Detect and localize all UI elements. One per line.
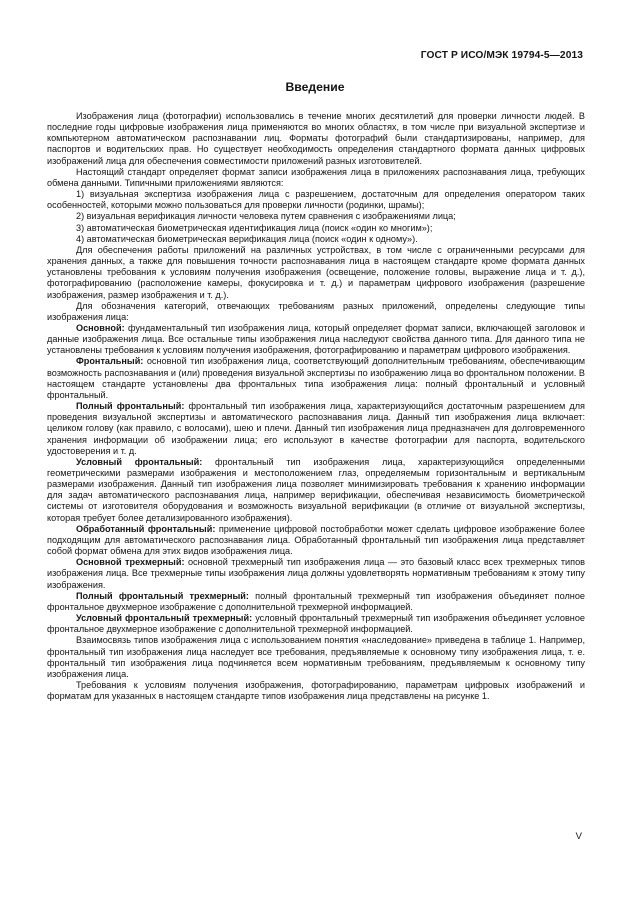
document-body [47,111,585,702]
definition-post-frontal [47,524,585,557]
definition-text: условный фронтальный трехмерный тип изображения объединяет условное фронтальное двухмерное изображение с дополнительной трехмерной информацией. [47,613,585,635]
section-title: Введение [285,80,345,94]
paragraph: Настоящий стандарт определяет формат записи изображения лица в приложениях распознавания лица, требующих обмена данными. Типичными приложениями являются: [47,166,585,188]
list-item: 2) визуальная верификация личности человека путем сравнения с изображениями лица; [76,211,456,222]
definition-term: Основной трехмерный: [76,557,185,568]
definition-term: Основной: [76,322,125,333]
definition-frontal [47,356,585,401]
definition-text: основной тип изображения лица, соответствующий дополнительным требованиям, обеспечивающим возможность распознавания и (или) проведения визуальной экспертизы по изображению лица во фронтальном положении. В настоящем стандарте установлены два фронтальных типа изображения лица: полный фронтальный и условный фронтальный. [47,356,585,400]
definition-term: Условный фронтальный трехмерный: [76,613,253,624]
paragraph: Взаимосвязь типов изображения лица с использованием понятия «наследование» приведена в таблице 1. Например, фронтальный тип изображения лица наследует все требования, предъявляемые к основному типу изображения лица, т. е. фронтальный тип изображения лица подчиняется всем нормативным требованиям, предъявляемым к основному типу изображения лица. [47,635,585,679]
definition-token-frontal [47,457,585,524]
definition-full-3d [47,591,585,613]
definition-token-3d [47,613,585,635]
paragraph: Изображения лица (фотографии) использовались в течение многих десятилетий для проверки личности людей. В последние годы цифровые изображения лица применяются во многих областях, в том числе при визуальной экспертизе и компьютерном автоматическом распознавании лиц. Форматы фотографий были стандартизированы, например, для паспортов и водительских прав. Но существует необходимость определения стандартного формата данных цифровых изображений лица для обеспечения совместимости приложений разных изготовителей. [47,111,585,166]
definition-term: Полный фронтальный: [76,401,185,412]
definition-basic-3d [47,557,585,590]
definition-full-frontal [47,401,585,457]
list-item: 4) автоматическая биометрическая верификация лица (поиск «один к одному»). [76,233,418,244]
definition-term: Фронтальный: [76,356,144,367]
page-number: V [575,831,582,842]
definition-text: фронтальный тип изображения лица, характеризующийся определенными геометрическими размерами изображения и местоположением глаз, определяемым горизонтальным и вертикальным размерами изображения. Данный тип изображения лица позволяет минимизировать требования к хранению информации для задач автоматического распознавания лица, например верификации, обеспечивая независимость биометрической системы от изготовителя оборудования и возможность визуальной верификации (в отличие от визуальной экспертизы, которая требует более детализированного изображения). [47,456,585,523]
document-code: ГОСТ Р ИСО/МЭК 19794-5—2013 [420,50,583,61]
definition-term: Условный фронтальный: [76,456,203,467]
definition-text: полный фронтальный трехмерный тип изображения объединяет полное фронтальное двухмерное изображение с дополнительной трехмерной информацией. [47,590,585,612]
definition-term: Обработанный фронтальный: [76,523,216,534]
paragraph: Для обеспечения работы приложений на различных устройствах, в том числе с ограниченными ресурсами для хранения данных, а также для повышения точности распознавания лица в настоящем стандарте кроме формата данных установлены требования к условиям получения изображения (освещение, положение головы, выражение лица и т. д.), фотографированию (расположение камеры, фокусировка и т. д.) и параметрам цифрового изображения (разрешение изображения, размер изображения и т. д.). [47,244,585,300]
paragraph: Для обозначения категорий, отвечающих требованиям разных приложений, определены следующие типы изображения лица: [47,300,585,322]
definition-text: фундаментальный тип изображения лица, который определяет формат записи, включающей заголовок и данные изображения лица. Все остальные типы изображения лица наследуют свойства данного типа. Для данного типа не установлены требования к условиям получения изображения, фотографированию и параметрам цифрового изображения. [47,322,585,356]
list-item: 3) автоматическая биометрическая идентификация лица (поиск «один ко многим»); [76,222,433,233]
list-item: 1) визуальная экспертиза изображения лица с разрешением, достаточным для определения оператором таких особенностей, которыми можно пользоваться для проверки личности (родинки, шрамы); [47,189,585,211]
definition-text: применение цифровой постобработки может сделать цифровое изображение более подходящим для автоматического распознавания лица. Обработанный фронтальный тип изображения лица представляет собой формат обмена для этих видов изображения лица. [47,523,585,557]
definition-text: основной трехмерный тип изображения лица — это базовый класс всех трехмерных типов изображения лица. Все трехмерные типы изображения лица должны удовлетворять нормативным требованиям к этому типу изображения. [47,557,585,590]
definition-basic [47,323,585,356]
paragraph: Требования к условиям получения изображения, фотографированию, параметрам цифровых изображений и форматам для указанных в настоящем стандарте типов изображения лица представлены на рисунке 1. [47,679,585,702]
definition-text: фронтальный тип изображения лица, характеризующийся достаточным разрешением для проведения визуальной экспертизы и автоматического распознавания лица. Данный тип изображения лица включает: целиком голову (как правило, с волосами), шею и плечи. Данный тип изображения лица предназначен для долговременного хранения информации об изображении лица; его используют в качестве фотографии для паспорта, водительского удостоверения и т. д. [47,401,585,456]
definition-term: Полный фронтальный трехмерный: [76,590,249,601]
